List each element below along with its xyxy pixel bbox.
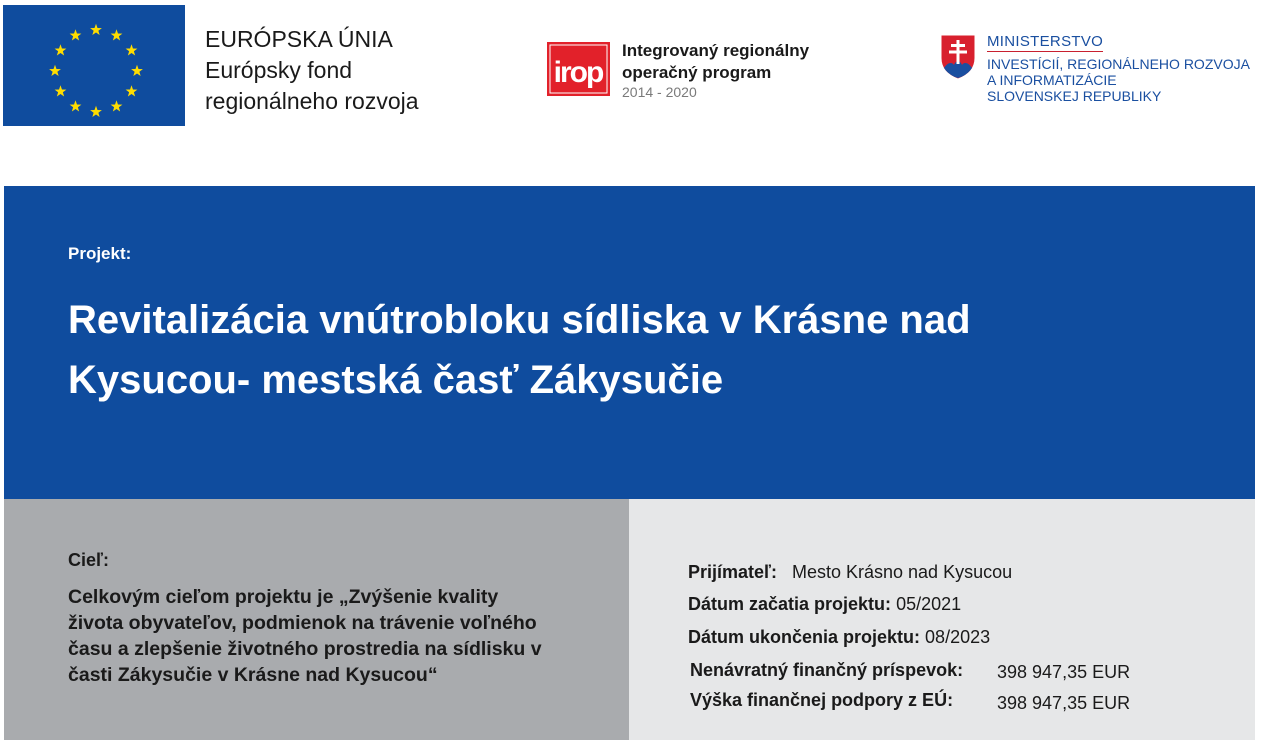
irop-logo-text: irop [553, 56, 603, 89]
eu-star-icon [55, 44, 67, 55]
eu-star-icon [90, 106, 102, 117]
eu-support-row [690, 689, 953, 711]
grant-row [690, 659, 963, 681]
recipient-row [688, 561, 1012, 583]
eu-star-icon [111, 29, 123, 40]
project-info-panel [629, 499, 1255, 740]
goal-panel [4, 499, 629, 740]
start-date-row [688, 593, 961, 615]
start-date-label: Dátum začatia projektu: [688, 594, 892, 614]
goal-line-2: života obyvateľov, podmienok na trávenie voľného [68, 612, 537, 634]
ministry-line-1: MINISTERSTVO [987, 33, 1104, 50]
end-date-row [688, 626, 990, 648]
grant-value: 398 947,35 EUR [997, 662, 1131, 682]
start-date-value: 05/2021 [896, 594, 962, 614]
eu-support-label: Výška finančnej podpory z EÚ: [690, 690, 954, 710]
goal-label: Cieľ: [68, 550, 109, 570]
slovak-coat-of-arms-icon [940, 34, 976, 80]
ministry-line-2: INVESTÍCIÍ, REGIONÁLNEHO ROZVOJA [987, 56, 1250, 72]
project-title-line-1: Revitalizácia vnútrobloku sídliska v Krásne nad [68, 298, 971, 342]
eu-fund-text [205, 24, 419, 117]
goal-line-3: času a zlepšenie životného prostredia na sídlisku v [68, 638, 542, 660]
eu-star-icon [49, 65, 61, 76]
eu-star-icon [90, 24, 102, 35]
eu-star-icon [55, 85, 67, 96]
eu-star-icon [70, 29, 82, 40]
grant-label: Nenávratný finančný príspevok: [690, 660, 964, 680]
project-label: Projekt: [68, 244, 132, 263]
eu-star-icon [131, 65, 143, 76]
project-band [4, 186, 1255, 499]
ministry-line-4: SLOVENSKEJ REPUBLIKY [987, 88, 1162, 104]
goal-text [68, 584, 608, 688]
eu-support-value: 398 947,35 EUR [997, 693, 1131, 713]
end-date-value: 08/2023 [925, 627, 991, 647]
eu-line-1: EURÓPSKA ÚNIA [205, 26, 393, 52]
ministry-line-3: A INFORMATIZÁCIE [987, 72, 1117, 88]
goal-line-4: časti Zákysučie v Krásne nad Kysucou“ [68, 664, 438, 686]
eu-line-2: Európsky fond [205, 57, 353, 83]
project-title [68, 290, 1168, 410]
project-title-line-2: Kysucou- mestská časť Zákysučie [68, 358, 724, 402]
recipient-label: Prijímateľ: [688, 562, 777, 582]
recipient-value: Mesto Krásno nad Kysucou [791, 562, 1013, 582]
irop-line-1: Integrovaný regionálny [622, 41, 810, 60]
irop-program-text [622, 40, 809, 101]
end-date-label: Dátum ukončenia projektu: [688, 627, 921, 647]
eu-star-icon [70, 100, 82, 111]
eu-line-3: regionálneho rozvoja [205, 88, 419, 114]
ministry-text [987, 33, 1250, 104]
goal-line-1: Celkovým cieľom projektu je „Zvýšenie kvality [68, 586, 499, 608]
eu-star-icon [126, 85, 138, 96]
irop-years: 2014 - 2020 [622, 84, 697, 100]
eu-star-icon [111, 100, 123, 111]
eu-flag-logo [3, 5, 185, 126]
irop-logo [547, 42, 610, 96]
irop-line-2: operačný program [622, 63, 772, 82]
eu-stars-icon [3, 5, 185, 126]
eu-star-icon [126, 44, 138, 55]
